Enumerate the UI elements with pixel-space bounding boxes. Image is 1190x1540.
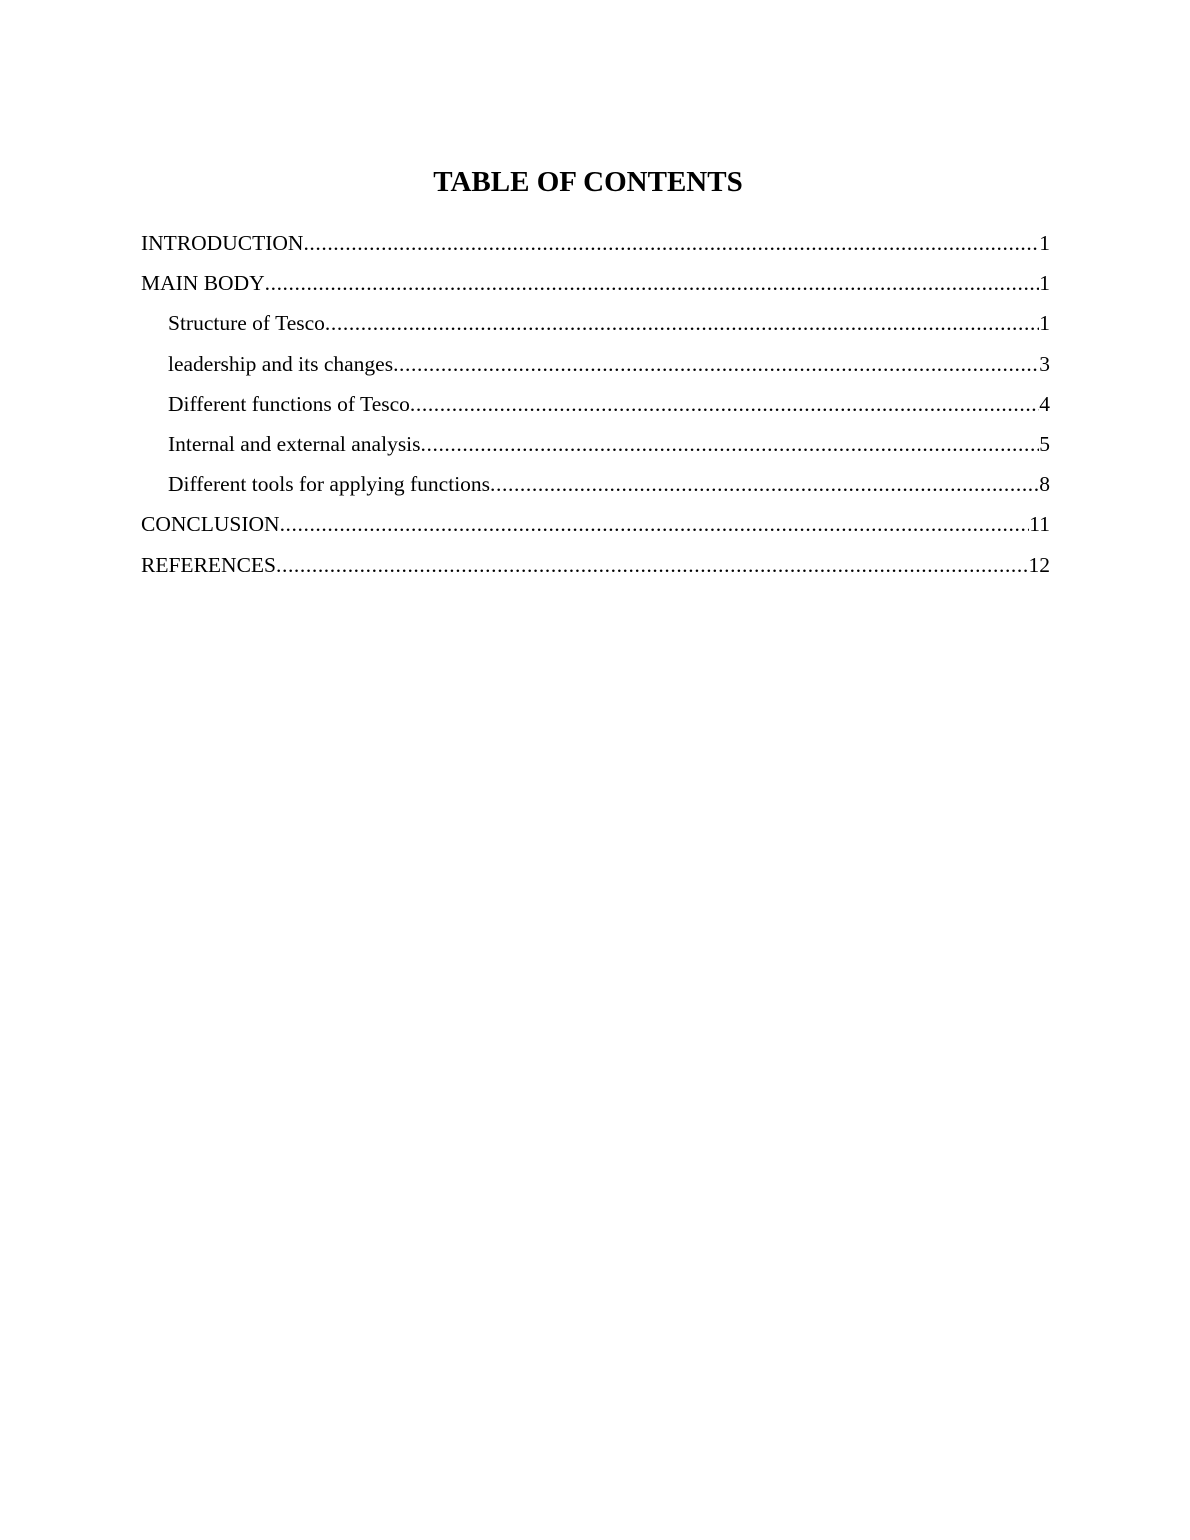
toc-entry-label: leadership and its changes bbox=[168, 351, 394, 376]
dot-leader bbox=[303, 229, 1039, 257]
toc-entry-page-number: 1 bbox=[1039, 271, 1050, 296]
toc-entry-label: REFERENCES bbox=[141, 552, 276, 577]
toc-entry-different-functions-of-tesco[interactable] bbox=[141, 390, 1050, 430]
toc-entry-page-number: 5 bbox=[1039, 431, 1050, 456]
toc-entry-label: MAIN BODY bbox=[141, 271, 265, 296]
dot-leader bbox=[325, 309, 1039, 337]
toc-entry-main-body[interactable] bbox=[141, 269, 1050, 309]
toc-entry-internal-and-external-analysis[interactable] bbox=[141, 430, 1050, 470]
toc-entry-structure-of-tesco[interactable] bbox=[141, 309, 1050, 349]
dot-leader bbox=[265, 269, 1040, 297]
toc-entry-page-number: 12 bbox=[1028, 552, 1050, 577]
dot-leader bbox=[393, 350, 1039, 378]
dot-leader bbox=[410, 390, 1039, 418]
toc-entry-leadership-and-its-changes[interactable] bbox=[141, 350, 1050, 390]
toc-entry-introduction[interactable] bbox=[141, 229, 1050, 269]
toc-entry-page-number: 4 bbox=[1039, 391, 1050, 416]
toc-entry-label: INTRODUCTION bbox=[141, 231, 304, 255]
toc-entry-page-number: 11 bbox=[1029, 512, 1050, 537]
toc-entry-references[interactable] bbox=[141, 551, 1050, 591]
dot-leader bbox=[280, 510, 1030, 538]
toc-entry-page-number: 8 bbox=[1039, 472, 1050, 497]
toc-entry-different-tools-for-applying-functions[interactable] bbox=[141, 470, 1050, 510]
toc-title: TABLE OF CONTENTS bbox=[433, 166, 743, 198]
toc-entry-page-number: 3 bbox=[1039, 351, 1050, 376]
dot-leader bbox=[276, 551, 1029, 579]
toc-entry-conclusion[interactable] bbox=[141, 510, 1050, 550]
dot-leader bbox=[421, 430, 1040, 458]
toc-entry-page-number: 1 bbox=[1039, 311, 1050, 336]
toc-list bbox=[141, 229, 1050, 591]
toc-entry-label: Different tools for applying functions bbox=[168, 472, 491, 497]
toc-entry-label: Different functions of Tesco bbox=[168, 391, 410, 416]
toc-entry-label: Internal and external analysis bbox=[168, 431, 421, 456]
dot-leader bbox=[490, 470, 1039, 498]
toc-entry-page-number: 1 bbox=[1039, 231, 1050, 255]
toc-entry-label: Structure of Tesco bbox=[168, 311, 325, 336]
toc-entry-label: CONCLUSION bbox=[141, 512, 280, 537]
